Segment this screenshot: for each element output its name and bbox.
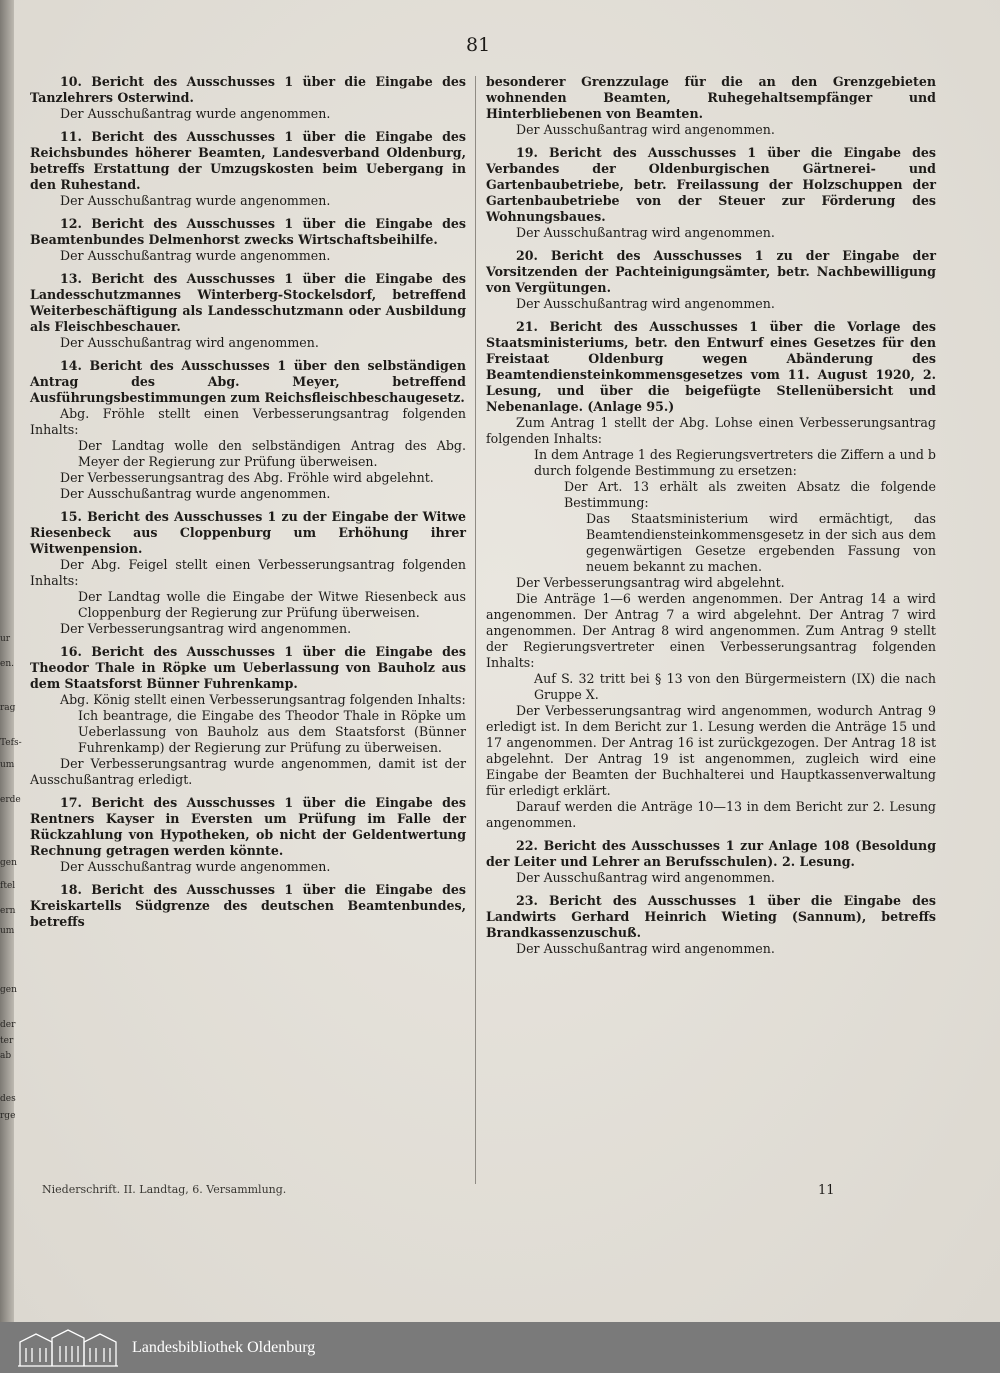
- left-column: [30, 74, 466, 930]
- margin-fragment: gen: [0, 985, 17, 995]
- sheet-number: 11: [818, 1183, 835, 1198]
- paragraph: Darauf werden die Anträge 10—13 in dem Bericht zur 2. Lesung angenommen.: [486, 799, 936, 830]
- margin-fragment: der: [0, 1020, 16, 1030]
- margin-fragment: rge: [0, 1111, 16, 1121]
- right-column: [486, 74, 936, 957]
- paragraph: 16. Bericht des Ausschusses 1 über die Eingabe des Theodor Thale in Röpke um Ueberlassung von Bauholz aus dem Staatsforst Bünner Fuhrenkamp.: [30, 644, 466, 691]
- paragraph: Zum Antrag 1 stellt der Abg. Lohse einen Verbesserungsantrag folgenden Inhalts:: [486, 415, 936, 446]
- paragraph: Der Ausschußantrag wird angenommen.: [516, 941, 775, 956]
- library-banner: [0, 1322, 1000, 1373]
- previous-page-margin-fragments: [0, 0, 22, 1322]
- paragraph: 14. Bericht des Ausschusses 1 über den selbständigen Antrag des Abg. Meyer, betreffend Ausführungsbestimmungen zum Reichsfleischbeschaugesetz.: [30, 358, 466, 405]
- paragraph: Die Anträge 1—6 werden angenommen. Der Antrag 14 a wird angenommen. Der Antrag 7 a wird abgelehnt. Der Antrag 7 wird angenommen. Der Antrag 8 wird angenommen. Zum Antrag 9 stellt der Regierungsvertreter einen Verbesserungsantrag folgenden Inhalts:: [486, 591, 936, 670]
- margin-fragment: ern: [0, 906, 16, 916]
- margin-fragment: um: [0, 926, 15, 936]
- paragraph: In dem Antrage 1 des Regierungsvertreters die Ziffern a und b durch folgende Bestimmung zu ersetzen:: [534, 447, 936, 478]
- margin-fragment: ab: [0, 1051, 12, 1061]
- paragraph: Der Verbesserungsantrag wird abgelehnt.: [516, 575, 785, 590]
- paragraph: Abg. Fröhle stellt einen Verbesserungsantrag folgenden Inhalts:: [30, 406, 466, 437]
- paragraph: Der Ausschußantrag wird angenommen.: [516, 225, 775, 240]
- paragraph: Der Ausschußantrag wurde angenommen.: [60, 106, 331, 121]
- paragraph: Der Art. 13 erhält als zweiten Absatz die folgende Bestimmung:: [564, 479, 936, 510]
- paragraph: 17. Bericht des Ausschusses 1 über die Eingabe des Rentners Kayser in Eversten um Prüfung im Falle der Rückzahlung von Hypotheken, ob nicht der Geldentwertung Rechnung getragen werden könnte.: [30, 795, 466, 858]
- margin-fragment: um: [0, 760, 15, 770]
- paragraph: 11. Bericht des Ausschusses 1 über die Eingabe des Reichsbundes höherer Beamten, Landesverband Oldenburg, betreffs Erstattung der Umzugskosten beim Uebergang in den Ruhestand.: [30, 129, 466, 192]
- paragraph: Der Ausschußantrag wird angenommen.: [516, 122, 775, 137]
- margin-fragment: ur: [0, 634, 11, 644]
- paragraph: Auf S. 32 tritt bei § 13 von den Bürgermeistern (IX) die nach Gruppe X.: [534, 671, 936, 702]
- paragraph: Der Abg. Feigel stellt einen Verbesserungsantrag folgenden Inhalts:: [30, 557, 466, 588]
- margin-fragment: en.: [0, 659, 14, 669]
- paragraph: Der Landtag wolle die Eingabe der Witwe Riesenbeck aus Cloppenburg der Regierung zur Prüfung überweisen.: [78, 589, 466, 620]
- column-divider: [475, 76, 476, 1184]
- footer-signature: Niederschrift. II. Landtag, 6. Versammlung.: [42, 1183, 287, 1196]
- paragraph: 20. Bericht des Ausschusses 1 zu der Eingabe der Vorsitzenden der Pachteinigungsämter, betr. Nachbewilligung von Vergütungen.: [486, 248, 936, 295]
- paragraph: Der Ausschußantrag wurde angenommen.: [60, 859, 331, 874]
- paragraph: Der Ausschußantrag wird angenommen.: [516, 870, 775, 885]
- margin-fragment: des: [0, 1094, 16, 1104]
- margin-fragment: gen: [0, 858, 17, 868]
- paragraph: 15. Bericht des Ausschusses 1 zu der Eingabe der Witwe Riesenbeck aus Cloppenburg um Erhöhung ihrer Witwenpension.: [30, 509, 466, 556]
- paragraph: Der Ausschußantrag wird angenommen.: [60, 335, 319, 350]
- paragraph: Der Ausschußantrag wurde angenommen.: [60, 248, 331, 263]
- paragraph: Der Ausschußantrag wurde angenommen.: [60, 486, 331, 501]
- paragraph: Ich beantrage, die Eingabe des Theodor Thale in Röpke um Ueberlassung von Bauholz aus dem Staatsforst (Bünner Fuhrenkamp) der Regierung zur Prüfung zu überweisen.: [78, 708, 466, 755]
- paragraph: Der Ausschußantrag wurde angenommen.: [60, 193, 331, 208]
- paragraph: besonderer Grenzzulage für die an den Grenzgebieten wohnenden Beamten, Ruhegehaltsempfänger und Hinterbliebenen von Beamten.: [486, 74, 936, 121]
- paragraph: 22. Bericht des Ausschusses 1 zur Anlage 108 (Besoldung der Leiter und Lehrer an Berufsschulen). 2. Lesung.: [486, 838, 936, 869]
- page-number: 81: [466, 34, 491, 56]
- paragraph: Der Verbesserungsantrag wird angenommen.: [60, 621, 352, 636]
- margin-fragment: Tefs-: [0, 738, 22, 748]
- library-building-icon: [16, 1328, 120, 1368]
- paragraph: 23. Bericht des Ausschusses 1 über die Eingabe des Landwirts Gerhard Heinrich Wieting (Sannum), betreffs Brandkassenzuschuß.: [486, 893, 936, 940]
- paragraph: 21. Bericht des Ausschusses 1 über die Vorlage des Staatsministeriums, betr. den Entwurf eines Gesetzes für den Freistaat Oldenburg wegen Abänderung des Beamtendiensteinkommensgesetzes vom 11. August 1920, 2. Lesung, und über die beigefügte Stellenübersicht und Nebenanlage. (Anlage 95.): [486, 319, 936, 414]
- paragraph: Der Verbesserungsantrag wird angenommen, wodurch Antrag 9 erledigt ist. In dem Bericht zur 1. Lesung werden die Anträge 15 und 17 angenommen. Der Antrag 16 ist zurückgezogen. Der Antrag 18 ist abgelehnt. Der Antrag 19 ist angenommen, zugleich wird eine Eingabe der Beamten der Buchhalterei und Hauptkassenverwaltung für erledigt erklärt.: [486, 703, 936, 798]
- margin-fragment: erde: [0, 795, 21, 805]
- paragraph: 19. Bericht des Ausschusses 1 über die Eingabe des Verbandes der Oldenburgischen Gärtnerei- und Gartenbaubetriebe, betr. Freilassung der Holzschuppen der Gartenbaubetriebe von der Steuer zur Förderung des Wohnungsbaues.: [486, 145, 936, 224]
- library-name: Landesbibliothek Oldenburg: [132, 1338, 316, 1356]
- paragraph: 18. Bericht des Ausschusses 1 über die Eingabe des Kreiskartells Südgrenze des deutschen Beamtenbundes, betreffs: [30, 882, 466, 929]
- paragraph: Der Verbesserungsantrag des Abg. Fröhle wird abgelehnt.: [60, 470, 434, 485]
- margin-fragment: ter: [0, 1036, 14, 1046]
- paragraph: 13. Bericht des Ausschusses 1 über die Eingabe des Landesschutzmannes Winterberg-Stockelsdorf, betreffend Weiterbeschäftigung als Landesschutzmann oder Ausbildung als Fleischbeschauer.: [30, 271, 466, 334]
- paragraph: Der Landtag wolle den selbständigen Antrag des Abg. Meyer der Regierung zur Prüfung überweisen.: [78, 438, 466, 469]
- paragraph: Das Staatsministerium wird ermächtigt, das Beamtendiensteinkommensgesetz in der sich aus dem gegenwärtigen Gesetze ergebenden Fassung von neuem bekannt zu machen.: [586, 511, 936, 574]
- paragraph: 12. Bericht des Ausschusses 1 über die Eingabe des Beamtenbundes Delmenhorst zwecks Wirtschaftsbeihilfe.: [30, 216, 466, 247]
- paragraph: Der Ausschußantrag wird angenommen.: [516, 296, 775, 311]
- paragraph: Abg. König stellt einen Verbesserungsantrag folgenden Inhalts:: [60, 692, 466, 707]
- margin-fragment: ftel: [0, 881, 16, 891]
- margin-fragment: rag: [0, 703, 16, 713]
- paragraph: 10. Bericht des Ausschusses 1 über die Eingabe des Tanzlehrers Osterwind.: [30, 74, 466, 105]
- paragraph: Der Verbesserungsantrag wurde angenommen, damit ist der Ausschußantrag erledigt.: [30, 756, 466, 787]
